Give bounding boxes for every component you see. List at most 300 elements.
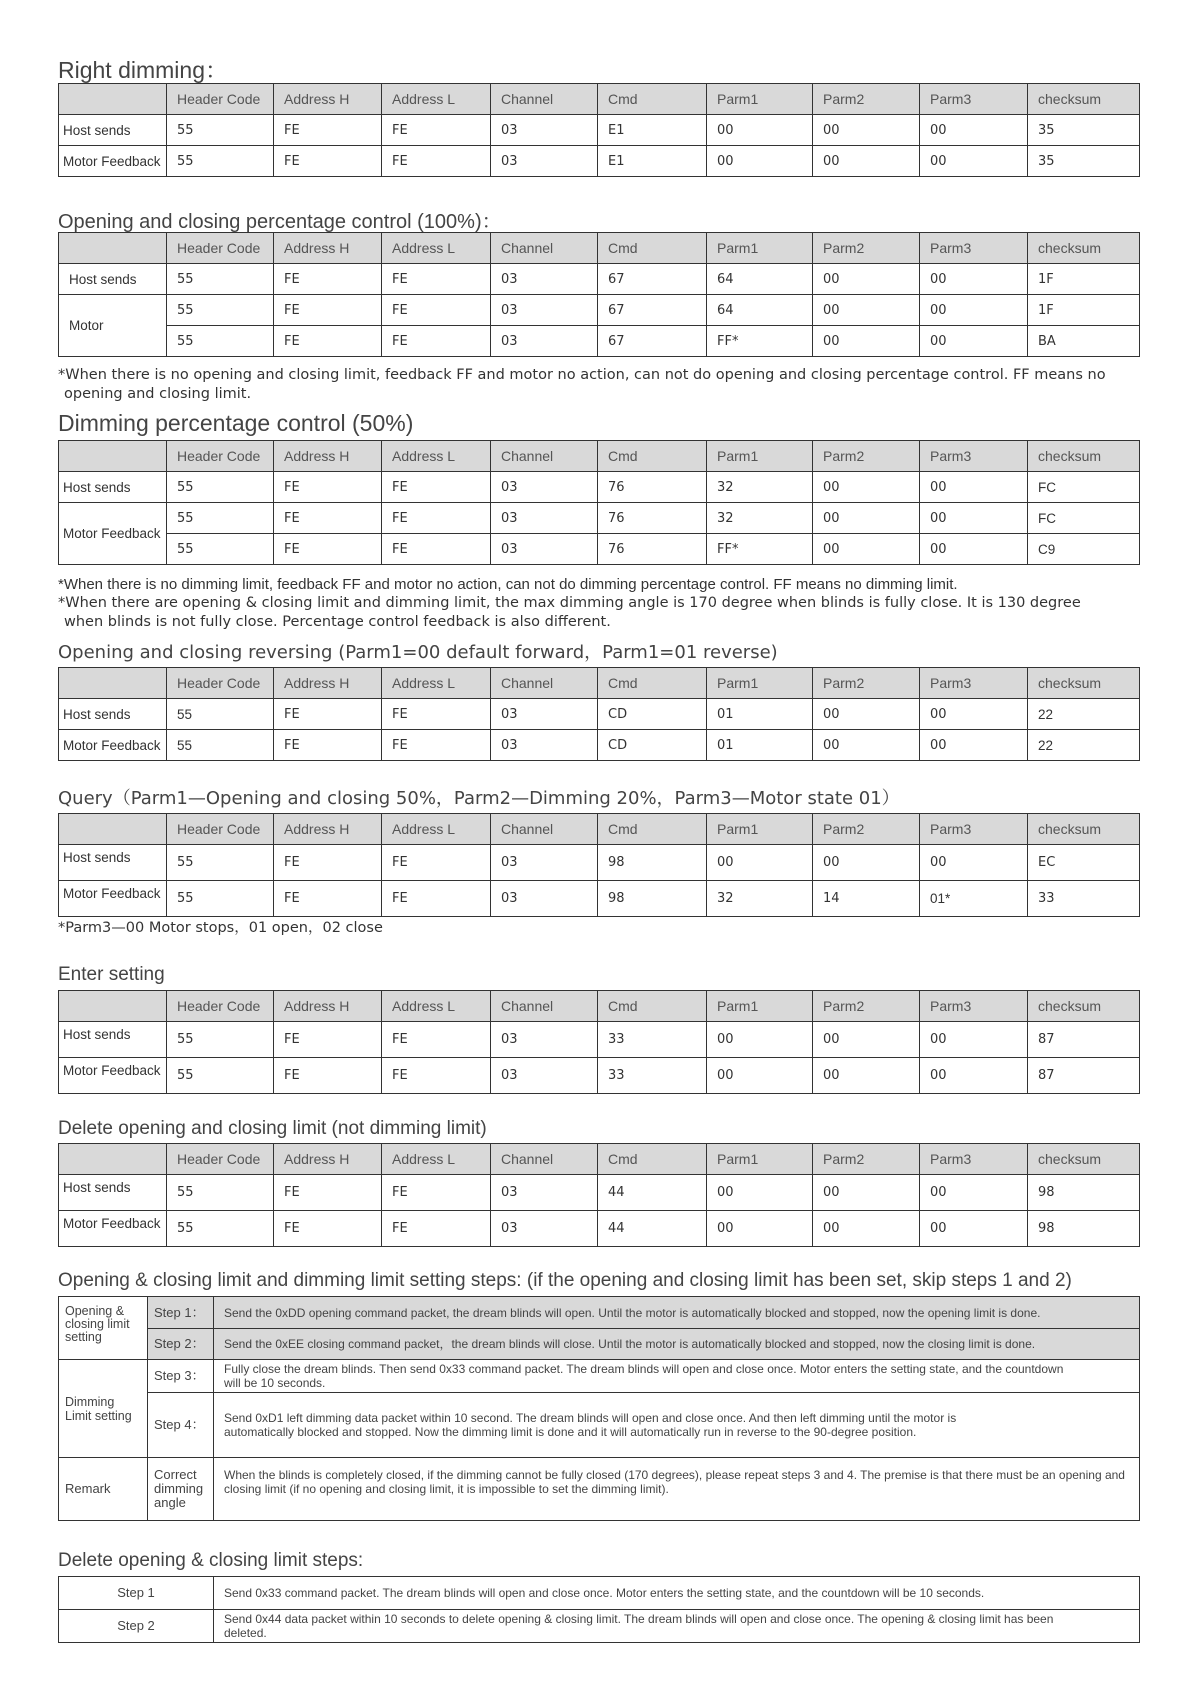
table-opening-percentage [58, 232, 1140, 357]
table-cell: 98 [1028, 1175, 1140, 1211]
table-cell: FE [274, 146, 382, 177]
header-cell: Address H [274, 991, 382, 1022]
table-cell: FE [382, 146, 491, 177]
table-header-row [59, 814, 1140, 845]
table-delete-limit [58, 1143, 1140, 1247]
header-cell: Address H [274, 233, 382, 264]
table-cell: 00 [813, 1175, 920, 1211]
step-text: Send 0x44 data packet within 10 seconds to delete opening & closing limit. The dream blinds will open and close once. The opening & closing limit has been deleted. [214, 1610, 1140, 1643]
row-label: Motor Feedback [59, 146, 167, 177]
table-cell: 55 [167, 1022, 274, 1058]
header-cell: Channel [491, 668, 598, 699]
header-cell: Header Code [167, 233, 274, 264]
row-label: Motor Feedback [59, 1058, 167, 1094]
row-label: Host sends [59, 115, 167, 146]
header-cell: Channel [491, 814, 598, 845]
section-title-opening-percentage: Opening and closing percentage control (100%)： [58, 211, 502, 233]
table-cell: 00 [813, 1058, 920, 1094]
table-cell: 32 [707, 881, 813, 917]
note-line: opening and closing limit. [64, 386, 252, 402]
header-cell: Header Code [167, 1144, 274, 1175]
step-text: Fully close the dream blinds. Then send 0x33 command packet. The dream blinds will open and close once. Motor enters the setting state, and the countdown will be 10 seconds. [214, 1360, 1140, 1393]
header-cell: Address L [382, 814, 491, 845]
table-cell: 03 [491, 1211, 598, 1247]
header-blank [59, 84, 167, 115]
table-cell: FE [274, 845, 382, 881]
step-label: Step 4： [148, 1393, 214, 1458]
table-delete-steps [58, 1576, 1140, 1643]
table-cell: 00 [920, 146, 1028, 177]
step-label: Correct dimming angle [148, 1458, 214, 1521]
header-cell: checksum [1028, 233, 1140, 264]
row-label: Host sends [59, 264, 167, 295]
step-text: Send 0xD1 left dimming data packet within 10 second. The dream blinds will open and close once. And then left dimming until the motor is automatically blocked and stopped. Now the dimming limit is done and it will automatically run in reverse to the 90-degree position. [214, 1393, 1140, 1458]
header-cell: Parm1 [707, 668, 813, 699]
table-cell: FE [274, 534, 382, 565]
table-cell: FE [382, 730, 491, 761]
step-label: Step 1： [148, 1297, 214, 1329]
header-cell: Channel [491, 991, 598, 1022]
table-cell: 00 [920, 699, 1028, 730]
table-row [59, 503, 1140, 534]
table-cell: FF* [707, 534, 813, 565]
step-label: Step 2： [148, 1329, 214, 1360]
header-cell: Address L [382, 84, 491, 115]
table-cell: 55 [167, 326, 274, 357]
table-cell: 44 [598, 1175, 707, 1211]
note-opening-limit [58, 366, 1188, 404]
table-cell: 03 [491, 730, 598, 761]
table-cell: 00 [813, 295, 920, 326]
table-cell: FE [382, 881, 491, 917]
table-row [59, 699, 1140, 730]
table-header-row [59, 233, 1140, 264]
table-cell: FE [382, 503, 491, 534]
table-cell: FE [382, 326, 491, 357]
table-cell: 00 [920, 1058, 1028, 1094]
table-header-row [59, 1144, 1140, 1175]
table-row [59, 1175, 1140, 1211]
table-cell: FE [274, 730, 382, 761]
header-cell: Channel [491, 233, 598, 264]
header-cell: Address H [274, 84, 382, 115]
table-cell: CD [598, 699, 707, 730]
table-row [59, 326, 1140, 357]
table-cell: 03 [491, 326, 598, 357]
table-cell: 00 [813, 730, 920, 761]
table-cell: FE [274, 503, 382, 534]
header-cell: Parm3 [920, 668, 1028, 699]
table-cell: 67 [598, 326, 707, 357]
table-cell: 76 [598, 472, 707, 503]
section-title-right-dimming: Right dimming： [58, 57, 228, 83]
note-line: when blinds is not fully close. Percentage control feedback is also different. [64, 614, 611, 630]
header-blank [59, 814, 167, 845]
header-cell: Address H [274, 1144, 382, 1175]
table-cell: FE [382, 264, 491, 295]
table-cell: FE [382, 1211, 491, 1247]
table-cell: 44 [598, 1211, 707, 1247]
table-cell: 00 [920, 472, 1028, 503]
section-title-enter-setting: Enter setting [58, 964, 165, 985]
table-cell: BA [1028, 326, 1140, 357]
table-cell: 67 [598, 295, 707, 326]
table-header-row [59, 991, 1140, 1022]
header-cell: Address L [382, 233, 491, 264]
header-cell: Parm1 [707, 991, 813, 1022]
table-cell: 03 [491, 295, 598, 326]
table-cell: FE [274, 264, 382, 295]
table-cell: 87 [1028, 1022, 1140, 1058]
table-cell: 55 [167, 1175, 274, 1211]
row-label: Motor Feedback [59, 503, 167, 565]
header-cell: Address H [274, 668, 382, 699]
table-cell: FE [382, 1058, 491, 1094]
note-dimming-angle [58, 594, 1188, 632]
header-cell: Cmd [598, 668, 707, 699]
table-cell: FE [382, 699, 491, 730]
table-cell: E1 [598, 146, 707, 177]
header-cell: Parm2 [813, 668, 920, 699]
header-cell: checksum [1028, 991, 1140, 1022]
table-cell: FC [1028, 503, 1140, 534]
table-cell: FE [274, 699, 382, 730]
table-cell: 33 [598, 1058, 707, 1094]
table-cell: 00 [707, 1175, 813, 1211]
table-header-row [59, 441, 1140, 472]
table-cell: FE [274, 1022, 382, 1058]
table-cell: FE [382, 115, 491, 146]
header-cell: Channel [491, 441, 598, 472]
table-cell: 35 [1028, 115, 1140, 146]
table-cell: 00 [707, 1211, 813, 1247]
table-cell: 03 [491, 699, 598, 730]
header-cell: Parm1 [707, 814, 813, 845]
row-label: Host sends [59, 1175, 167, 1211]
table-cell: 55 [167, 1211, 274, 1247]
table-cell: 03 [491, 1058, 598, 1094]
table-cell: 55 [167, 295, 274, 326]
table-cell: 55 [167, 881, 274, 917]
table-cell: 55 [167, 534, 274, 565]
table-cell: 00 [920, 326, 1028, 357]
header-cell: Header Code [167, 441, 274, 472]
note-dimming-limit: *When there is no dimming limit, feedback FF and motor no action, can not do dimming percentage control. FF means no dimming limit. [58, 576, 958, 593]
table-cell: 32 [707, 503, 813, 534]
table-cell: 1F [1028, 264, 1140, 295]
header-cell: Parm3 [920, 1144, 1028, 1175]
table-cell: 55 [167, 146, 274, 177]
table-cell: 64 [707, 264, 813, 295]
table-cell: 03 [491, 503, 598, 534]
table-cell: FE [274, 881, 382, 917]
table-header-row [59, 84, 1140, 115]
table-cell: 03 [491, 264, 598, 295]
table-row [59, 1393, 1140, 1458]
row-label: Motor Feedback [59, 730, 167, 761]
table-cell: 00 [920, 295, 1028, 326]
header-cell: Address L [382, 441, 491, 472]
table-row [59, 1058, 1140, 1094]
header-cell: Address L [382, 1144, 491, 1175]
row-label: Motor Feedback [59, 1211, 167, 1247]
row-label: Host sends [59, 845, 167, 881]
table-cell: E1 [598, 115, 707, 146]
table-cell: 00 [920, 1022, 1028, 1058]
table-cell: FE [274, 1175, 382, 1211]
table-cell: 55 [167, 845, 274, 881]
header-cell: Parm1 [707, 441, 813, 472]
table-cell: FE [274, 472, 382, 503]
header-cell: Parm2 [813, 814, 920, 845]
row-label: Host sends [59, 699, 167, 730]
table-right-dimming [58, 83, 1140, 177]
table-cell: 64 [707, 295, 813, 326]
header-cell: Cmd [598, 233, 707, 264]
table-cell: 00 [813, 326, 920, 357]
header-cell: Parm2 [813, 233, 920, 264]
row-label: Host sends [59, 472, 167, 503]
section-title-delete-limit: Delete opening and closing limit (not dimming limit) [58, 1118, 487, 1139]
header-cell: checksum [1028, 84, 1140, 115]
table-row [59, 730, 1140, 761]
table-cell: 00 [813, 503, 920, 534]
table-cell: 98 [598, 845, 707, 881]
header-cell: Parm2 [813, 1144, 920, 1175]
header-cell: Parm3 [920, 84, 1028, 115]
table-cell: 00 [813, 534, 920, 565]
table-cell: CD [598, 730, 707, 761]
table-cell: 35 [1028, 146, 1140, 177]
table-cell: 01* [920, 881, 1028, 917]
header-cell: Address L [382, 991, 491, 1022]
table-cell: 55 [167, 503, 274, 534]
table-cell: FE [382, 1175, 491, 1211]
table-cell: EC [1028, 845, 1140, 881]
table-row [59, 264, 1140, 295]
table-cell: 00 [813, 115, 920, 146]
table-cell: 01 [707, 699, 813, 730]
step-text: When the blinds is completely closed, if the dimming cannot be fully closed (170 degrees), please repeat steps 3 and 4. The premise is that there must be an opening and closing limit (if no opening and closing limit, it is impossible to set the dimming limit). [214, 1458, 1140, 1521]
table-cell: 00 [707, 146, 813, 177]
group-label-remark: Remark [59, 1458, 148, 1521]
table-cell: 03 [491, 845, 598, 881]
table-dimming-percentage [58, 440, 1140, 565]
table-cell: 76 [598, 503, 707, 534]
header-cell: Cmd [598, 814, 707, 845]
section-title-reversing: Opening and closing reversing (Parm1=00 default forward，Parm1=01 reverse) [58, 642, 778, 663]
table-cell: 33 [1028, 881, 1140, 917]
table-cell: 32 [707, 472, 813, 503]
table-cell: 00 [813, 845, 920, 881]
table-row [59, 1329, 1140, 1360]
table-cell: 00 [920, 115, 1028, 146]
header-blank [59, 668, 167, 699]
table-cell: FC [1028, 472, 1140, 503]
table-cell: 22 [1028, 699, 1140, 730]
table-cell: 55 [167, 730, 274, 761]
header-blank [59, 233, 167, 264]
table-cell: 22 [1028, 730, 1140, 761]
header-cell: checksum [1028, 668, 1140, 699]
header-cell: Cmd [598, 84, 707, 115]
row-label: Host sends [59, 1022, 167, 1058]
table-cell: 03 [491, 881, 598, 917]
table-cell: 00 [813, 146, 920, 177]
table-cell: 55 [167, 699, 274, 730]
table-cell: 03 [491, 472, 598, 503]
table-query [58, 813, 1140, 917]
table-cell: 00 [813, 699, 920, 730]
section-title-query: Query（Parm1—Opening and closing 50%，Parm2—Dimming 20%，Parm3—Motor state 01） [58, 788, 900, 809]
group-label-dimming: Dimming Limit setting [59, 1360, 148, 1458]
table-cell: FE [274, 295, 382, 326]
table-cell: 00 [920, 730, 1028, 761]
header-cell: Parm3 [920, 441, 1028, 472]
table-cell: 00 [920, 503, 1028, 534]
note-parm3: *Parm3—00 Motor stops，01 open，02 close [58, 920, 383, 936]
table-cell: 87 [1028, 1058, 1140, 1094]
header-cell: Channel [491, 1144, 598, 1175]
table-cell: 67 [598, 264, 707, 295]
table-cell: 00 [813, 1211, 920, 1247]
header-cell: Parm2 [813, 991, 920, 1022]
table-cell: 00 [920, 1175, 1028, 1211]
header-cell: Address L [382, 668, 491, 699]
header-blank [59, 441, 167, 472]
table-cell: 98 [1028, 1211, 1140, 1247]
table-row [59, 1360, 1140, 1393]
table-cell: 00 [920, 264, 1028, 295]
table-row [59, 146, 1140, 177]
table-cell: FF* [707, 326, 813, 357]
header-cell: Parm2 [813, 441, 920, 472]
row-label: Motor Feedback [59, 881, 167, 917]
step-label: Step 2 [59, 1610, 214, 1643]
table-cell: FE [274, 1058, 382, 1094]
group-label-opening-closing: Opening & closing limit setting [59, 1297, 148, 1360]
table-setting-steps [58, 1296, 1140, 1521]
header-cell: Parm3 [920, 233, 1028, 264]
table-cell: 00 [920, 1211, 1028, 1247]
table-row [59, 472, 1140, 503]
header-cell: Header Code [167, 991, 274, 1022]
step-text: Send the 0xDD opening command packet, the dream blinds will open. Until the motor is automatically blocked and stopped, now the opening limit is done. [214, 1297, 1140, 1329]
note-line: *When there are opening & closing limit and dimming limit, the max dimming angle is 170 degree when blinds is fully close. It is 130 degree [58, 595, 1081, 611]
table-cell: FE [274, 115, 382, 146]
table-row [59, 1610, 1140, 1643]
table-cell: FE [382, 845, 491, 881]
table-cell: FE [382, 1022, 491, 1058]
table-cell: 00 [920, 534, 1028, 565]
header-cell: Parm3 [920, 814, 1028, 845]
row-label: Motor [59, 295, 167, 357]
table-cell: 55 [167, 264, 274, 295]
header-cell: Channel [491, 84, 598, 115]
step-label: Step 3： [148, 1360, 214, 1393]
step-label: Step 1 [59, 1577, 214, 1610]
table-cell: 33 [598, 1022, 707, 1058]
header-cell: Header Code [167, 84, 274, 115]
table-cell: 00 [813, 472, 920, 503]
table-cell: 98 [598, 881, 707, 917]
table-cell: 03 [491, 1175, 598, 1211]
table-cell: 00 [707, 845, 813, 881]
table-cell: 14 [813, 881, 920, 917]
table-cell: 00 [707, 115, 813, 146]
section-title-setting-steps: Opening & closing limit and dimming limit setting steps: (if the opening and closing limit has been set, skip steps 1 and 2) [58, 1270, 1072, 1291]
table-header-row [59, 668, 1140, 699]
table-enter-setting [58, 990, 1140, 1094]
table-row [59, 1022, 1140, 1058]
table-cell: 55 [167, 115, 274, 146]
header-cell: Parm1 [707, 233, 813, 264]
table-cell: 76 [598, 534, 707, 565]
table-cell: 00 [813, 1022, 920, 1058]
header-cell: Parm1 [707, 1144, 813, 1175]
header-cell: Header Code [167, 814, 274, 845]
table-cell: FE [382, 534, 491, 565]
table-cell: 01 [707, 730, 813, 761]
header-cell: Parm1 [707, 84, 813, 115]
header-blank [59, 1144, 167, 1175]
header-cell: checksum [1028, 814, 1140, 845]
step-text: Send the 0xEE closing command packet，the dream blinds will close. Until the motor is automatically blocked and stopped, now the closing limit is done. [214, 1329, 1140, 1360]
table-row [59, 1577, 1140, 1610]
header-cell: Parm3 [920, 991, 1028, 1022]
table-cell: FE [274, 1211, 382, 1247]
table-cell: FE [274, 326, 382, 357]
table-cell: 00 [707, 1058, 813, 1094]
table-cell: 00 [813, 264, 920, 295]
table-row [59, 845, 1140, 881]
header-cell: Header Code [167, 668, 274, 699]
table-cell: 03 [491, 146, 598, 177]
table-cell: 00 [707, 1022, 813, 1058]
table-cell: FE [382, 472, 491, 503]
note-line: *When there is no opening and closing limit, feedback FF and motor no action, can not do opening and closing percentage control. FF means no [58, 367, 1106, 383]
header-cell: Address H [274, 814, 382, 845]
table-cell: FE [382, 295, 491, 326]
step-text: Send 0x33 command packet. The dream blinds will open and close once. Motor enters the setting state, and the countdown will be 10 seconds. [214, 1577, 1140, 1610]
table-row [59, 881, 1140, 917]
table-cell: 00 [920, 845, 1028, 881]
table-cell: 1F [1028, 295, 1140, 326]
header-blank [59, 991, 167, 1022]
table-row [59, 1297, 1140, 1329]
header-cell: checksum [1028, 1144, 1140, 1175]
table-row [59, 1458, 1140, 1521]
header-cell: Address H [274, 441, 382, 472]
section-title-dimming-percentage: Dimming percentage control (50%) [58, 410, 414, 436]
table-cell: 55 [167, 1058, 274, 1094]
header-cell: Cmd [598, 441, 707, 472]
table-cell: C9 [1028, 534, 1140, 565]
header-cell: checksum [1028, 441, 1140, 472]
table-reversing [58, 667, 1140, 761]
table-row [59, 534, 1140, 565]
table-row [59, 1211, 1140, 1247]
section-title-delete-steps: Delete opening & closing limit steps: [58, 1550, 364, 1571]
table-cell: 03 [491, 534, 598, 565]
table-row [59, 115, 1140, 146]
table-row [59, 295, 1140, 326]
header-cell: Cmd [598, 991, 707, 1022]
table-cell: 03 [491, 1022, 598, 1058]
header-cell: Cmd [598, 1144, 707, 1175]
header-cell: Parm2 [813, 84, 920, 115]
table-cell: 03 [491, 115, 598, 146]
